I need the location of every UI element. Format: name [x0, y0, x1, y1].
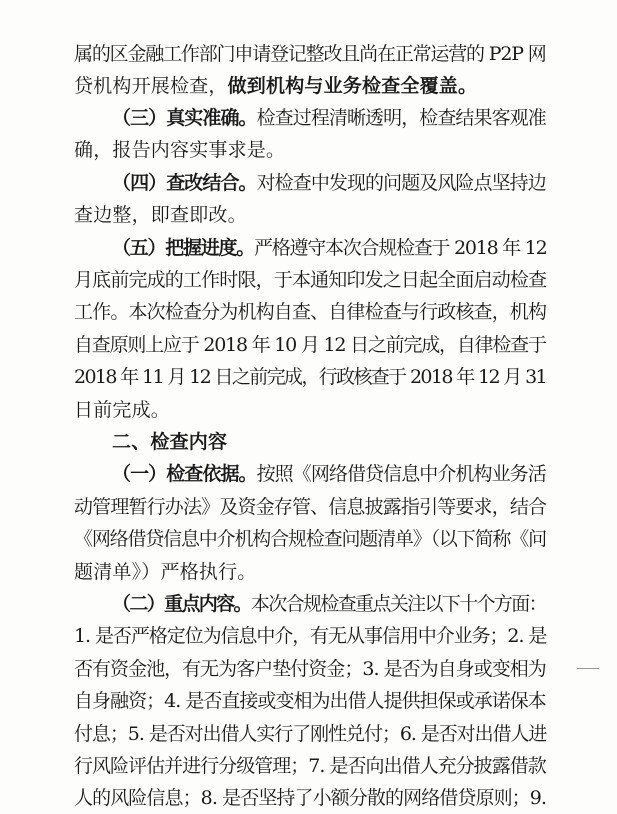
text-line: 贷机构开展检查，做到机构与业务检查全覆盖。 — [74, 75, 478, 97]
text-line: 2018 年 11 月 12 日之前完成，行政核查于 2018 年 12 月 31 — [74, 366, 547, 388]
text-line: 日前完成。 — [74, 399, 171, 421]
text-line: 属的区金融工作部门申请登记整改且尚在正常运营的 P2P 网 — [74, 43, 546, 65]
text-line: 否有资金池，有无为客户垫付资金；3. 是否为自身或变相为 — [74, 658, 546, 680]
subsection-2-heading: （二）重点内容。本次合规检查重点关注以下十个方面： — [112, 593, 547, 615]
section-heading-inspection-content: 二、检查内容 — [112, 431, 228, 453]
section-5-heading: （五）把握进度。严格遵守本次合规检查于 2018 年 12 — [112, 237, 547, 259]
text-line: 人的风险信息；8. 是否坚持了小额分散的网络借贷原则；9. — [74, 787, 547, 809]
text-line: 行风险评估并进行分级管理；7. 是否向出借人充分披露借款 — [74, 755, 546, 777]
section-3-heading: （三）真实准确。检查过程清晰透明，检查结果客观准 — [112, 107, 546, 129]
text-line: 题清单》）严格执行。 — [74, 561, 257, 583]
scan-edge-mark — [577, 668, 599, 669]
text-line: 《网络借贷信息中介机构合规检查问题清单》（以下简称《问 — [74, 528, 546, 550]
text-line: 1. 是否严格定位为信息中介，有无从事信用中介业务；2. 是 — [74, 625, 547, 647]
text-line: 动管理暂行办法》及资金存管、信息披露指引等要求，结合 — [74, 496, 547, 518]
text-line: 工作。本次检查分为机构自查、自律检查与行政核查，机构 — [74, 301, 547, 323]
text-line: 查边整，即查即改。 — [74, 204, 247, 226]
text-line: 付息；5. 是否对出借人实行了刚性兑付；6. 是否对出借人进 — [74, 723, 547, 745]
text-line: 确，报告内容实事求是。 — [74, 139, 286, 161]
text-line: 月底前完成的工作时限，于本通知印发之日起全面启动检查 — [74, 269, 547, 291]
text-line: 自身融资；4. 是否直接或变相为出借人提供担保或承诺保本 — [74, 690, 546, 712]
subsection-1-heading: （一）检查依据。按照《网络借贷信息中介机构业务活 — [112, 463, 546, 485]
section-4-heading: （四）查改结合。对检查中发现的问题及风险点坚持边 — [112, 172, 546, 194]
text-line: 自查原则上应于 2018 年 10 月 12 日之前完成，自律检查于 — [74, 334, 546, 356]
